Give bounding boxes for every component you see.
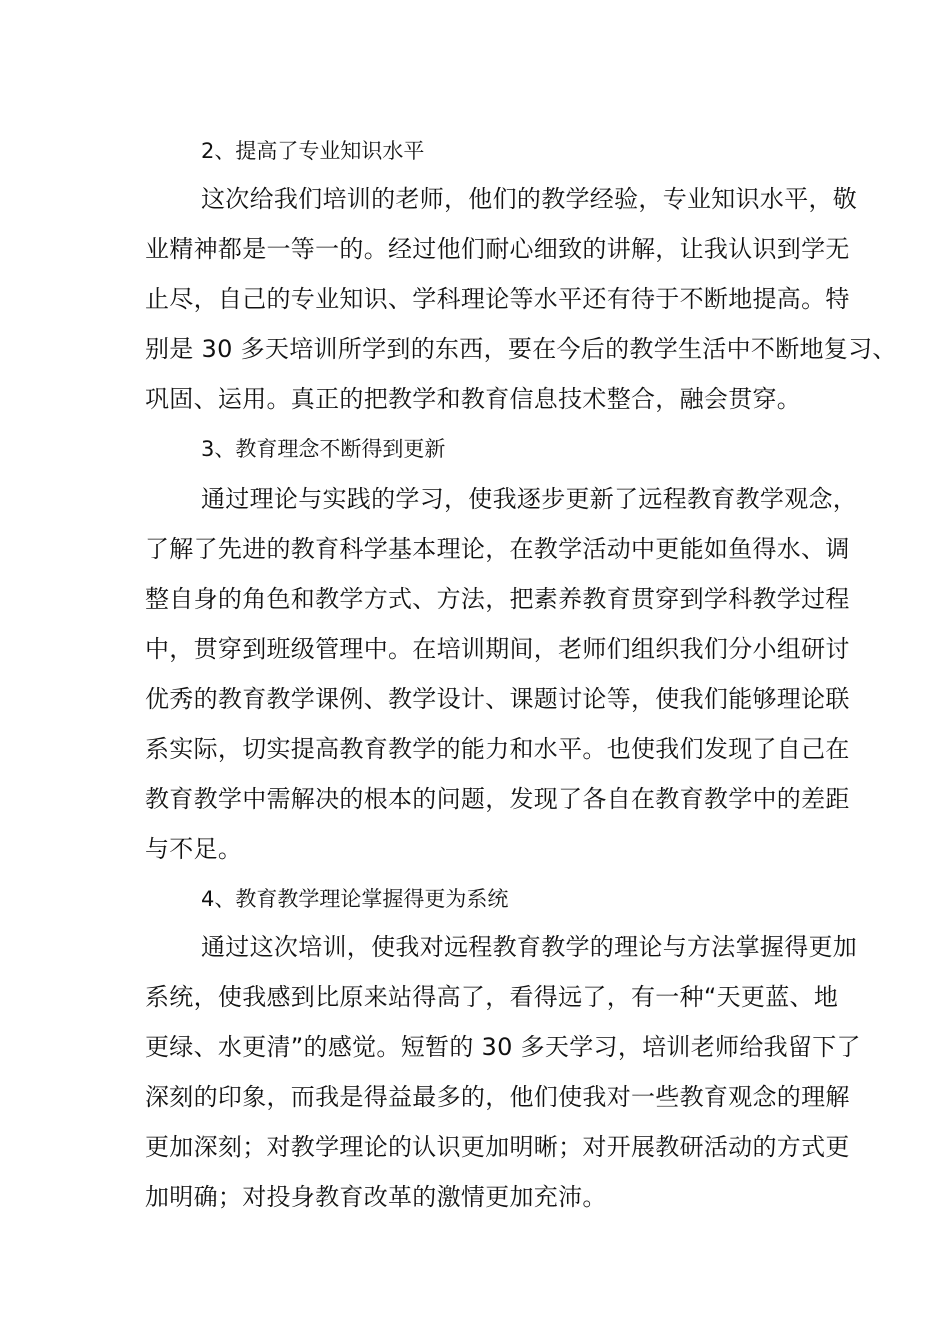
section-heading: 3、教育理念不断得到更新 xyxy=(201,437,446,461)
paragraph-line: 与不足。 xyxy=(145,835,243,863)
paragraph-line: 通过理论与实践的学习，使我逐步更新了远程教育教学观念， xyxy=(201,485,858,513)
section-heading: 2、提高了专业知识水平 xyxy=(201,139,425,163)
paragraph-line: 业精神都是一等一的。经过他们耐心细致的讲解，让我认识到学无 xyxy=(145,235,850,263)
paragraph-line: 优秀的教育教学课例、教学设计、课题讨论等，使我们能够理论联 xyxy=(145,685,850,713)
paragraph-line: 深刻的印象，而我是得益最多的，他们使我对一些教育观念的理解 xyxy=(145,1083,850,1111)
paragraph-line: 加明确；对投身教育改革的激情更加充沛。 xyxy=(145,1183,607,1211)
paragraph-line: 中，贯穿到班级管理中。在培训期间，老师们组织我们分小组研讨 xyxy=(145,635,850,663)
paragraph-line: 整自身的角色和教学方式、方法，把素养教育贯穿到学科教学过程 xyxy=(145,585,850,613)
paragraph-line: 止尽，自己的专业知识、学科理论等水平还有待于不断地提高。特 xyxy=(145,285,850,313)
paragraph-line: 更绿、水更清”的感觉。短暂的 30 多天学习，培训老师给我留下了 xyxy=(145,1033,861,1061)
paragraph-line: 这次给我们培训的老师，他们的教学经验，专业知识水平，敬 xyxy=(201,185,858,213)
paragraph-line: 巩固、运用。真正的把教学和教育信息技术整合，融会贯穿。 xyxy=(145,385,802,413)
paragraph-line: 系统，使我感到比原来站得高了，看得远了，有一种“天更蓝、地 xyxy=(145,983,839,1011)
paragraph-line: 更加深刻；对教学理论的认识更加明晰；对开展教研活动的方式更 xyxy=(145,1133,850,1161)
paragraph-line: 教育教学中需解决的根本的问题，发现了各自在教育教学中的差距 xyxy=(145,785,850,813)
paragraph-line: 系实际，切实提高教育教学的能力和水平。也使我们发现了自己在 xyxy=(145,735,850,763)
section-heading: 4、教育教学理论掌握得更为系统 xyxy=(201,887,509,911)
paragraph-line: 了解了先进的教育科学基本理论，在教学活动中更能如鱼得水、调 xyxy=(145,535,850,563)
paragraph-line: 通过这次培训，使我对远程教育教学的理论与方法掌握得更加 xyxy=(201,933,858,961)
paragraph-line: 别是 30 多天培训所学到的东西，要在今后的教学生活中不断地复习、 xyxy=(145,335,897,363)
